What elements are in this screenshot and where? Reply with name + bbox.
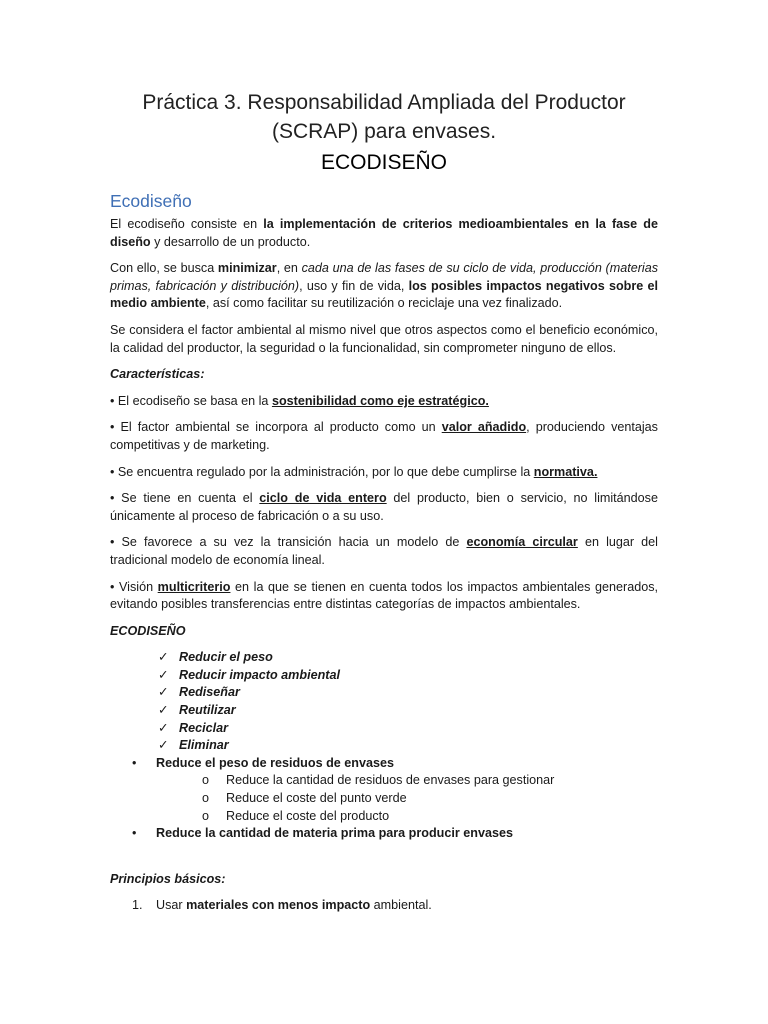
text-run: • Se encuentra regulado por la administración, por lo que debe cumplirse la bbox=[110, 464, 534, 479]
reduce-subitem bbox=[202, 790, 658, 808]
feature-item bbox=[110, 490, 658, 525]
document-body bbox=[110, 190, 658, 915]
checklist-item bbox=[158, 684, 658, 702]
text-run: • El ecodiseño se basa en la bbox=[110, 393, 272, 408]
checklist-item bbox=[158, 737, 658, 755]
principle-item bbox=[132, 897, 658, 915]
title-block bbox=[0, 88, 768, 177]
text-run: ambiental. bbox=[370, 898, 432, 913]
text-run: • Visión bbox=[110, 579, 158, 594]
reduce-subitem bbox=[202, 772, 658, 790]
checkmark-icon: ✓ bbox=[158, 667, 169, 682]
ecodesign-checklist bbox=[110, 649, 658, 755]
feature-item bbox=[110, 393, 658, 411]
reduce-subitem-label: Reduce la cantidad de residuos de envases para gestionar bbox=[226, 773, 555, 788]
bold-text: materiales con menos impacto bbox=[186, 898, 371, 913]
checklist-item bbox=[158, 649, 658, 667]
text-run: , así como facilitar su reutilización o reciclaje una vez finalizado. bbox=[205, 296, 563, 311]
checklist-item bbox=[158, 702, 658, 720]
factor-paragraph: Se considera el factor ambiental al mismo nivel que otros aspectos como el beneficio económico, la calidad del productor, la seguridad o la funcionalidad, sin comprometer ninguno de ellos. bbox=[110, 322, 658, 355]
text-run: , produciendo ventajas competitivas y de marketing. bbox=[110, 420, 658, 452]
feature-item bbox=[110, 579, 658, 614]
principles-list bbox=[110, 897, 658, 915]
reduce-subitem-label: Reduce el coste del punto verde bbox=[226, 791, 407, 806]
checkmark-icon: ✓ bbox=[158, 685, 169, 700]
checkmark-icon: ✓ bbox=[158, 720, 169, 735]
intro-paragraph bbox=[110, 216, 658, 251]
underlined-term: valor añadido bbox=[441, 420, 527, 435]
text-run: , uso y fin de vida, bbox=[299, 278, 409, 293]
page-subtitle: ECODISEÑO bbox=[320, 151, 448, 174]
underlined-term: normativa. bbox=[533, 464, 598, 479]
circle-bullet-icon: o bbox=[202, 773, 210, 788]
checklist-item-label: Reducir impacto ambiental bbox=[179, 667, 340, 682]
feature-item bbox=[110, 464, 658, 482]
ecodesign-label: ECODISEÑO bbox=[110, 623, 186, 638]
checklist-item bbox=[158, 667, 658, 685]
page-title-line-2: (SCRAP) para envases. bbox=[271, 120, 497, 143]
text-run: del producto, bien o servicio, no limitándose únicamente al proceso de fabricación o a su uso. bbox=[110, 491, 658, 523]
text-run: Usar bbox=[156, 898, 187, 913]
text-run: El ecodiseño consiste en bbox=[110, 217, 264, 231]
feature-item bbox=[110, 534, 658, 569]
text-run: , en bbox=[276, 261, 302, 276]
feature-item bbox=[110, 419, 658, 454]
italic-text: cada una de las fases de su ciclo de vida, producción (materias primas, fabricación y distribución) bbox=[110, 261, 658, 293]
text-run: • El factor ambiental se incorpora al producto como un bbox=[110, 420, 442, 435]
checklist-item-label: Reutilizar bbox=[179, 703, 236, 718]
circle-bullet-icon: o bbox=[202, 808, 210, 823]
circle-bullet-icon: o bbox=[202, 791, 210, 806]
checkmark-icon: ✓ bbox=[158, 703, 169, 718]
underlined-term: economía circular bbox=[466, 535, 578, 550]
bold-text: la implementación de criterios medioambientales en la fase de diseño bbox=[110, 217, 658, 249]
checklist-item-label: Reciclar bbox=[179, 720, 229, 735]
underlined-term: sostenibilidad como eje estratégico. bbox=[271, 393, 489, 408]
reduce-item bbox=[132, 755, 658, 825]
goal-paragraph bbox=[110, 260, 658, 313]
text-run: Con ello, se busca bbox=[110, 261, 218, 276]
reduce-item bbox=[132, 825, 658, 843]
bold-text: los posibles impactos negativos sobre el medio ambiente bbox=[110, 278, 658, 311]
checkmark-icon: ✓ bbox=[158, 650, 169, 665]
bold-text: minimizar bbox=[217, 261, 277, 276]
checklist-item bbox=[158, 720, 658, 738]
bullet-icon: • bbox=[132, 826, 137, 841]
reduce-list bbox=[110, 755, 658, 843]
text-run: en lugar del tradicional modelo de economía lineal. bbox=[110, 535, 658, 567]
checkmark-icon: ✓ bbox=[158, 738, 169, 753]
principles-label: Principios básicos: bbox=[110, 871, 226, 886]
bullet-icon: • bbox=[132, 755, 137, 770]
text-run: y desarrollo de un producto. bbox=[150, 234, 311, 249]
text-run: en la que se tienen en cuenta todos los impactos ambientales generados, evitando posibles transferencias entre distintas categorías de impactos ambientales. bbox=[110, 579, 659, 612]
page-title-line-1: Práctica 3. Responsabilidad Ampliada del Productor bbox=[142, 91, 626, 114]
reduce-subitem bbox=[202, 808, 658, 826]
list-number: 1. bbox=[132, 898, 143, 913]
reduce-item-label: Reduce el peso de residuos de envases bbox=[156, 755, 394, 770]
reduce-subitem-label: Reduce el coste del producto bbox=[226, 808, 390, 823]
text-run: • Se favorece a su vez la transición hacia un modelo de bbox=[110, 535, 467, 550]
checklist-item-label: Rediseñar bbox=[179, 685, 240, 700]
reduce-sublist bbox=[156, 772, 658, 825]
section-heading: Ecodiseño bbox=[110, 191, 192, 211]
text-run: • Se tiene en cuenta el bbox=[110, 491, 260, 506]
underlined-term: ciclo de vida entero bbox=[259, 491, 387, 506]
checklist-item-label: Reducir el peso bbox=[179, 650, 273, 665]
underlined-term: multicriterio bbox=[157, 579, 231, 594]
checklist-item-label: Eliminar bbox=[179, 738, 229, 753]
characteristics-label: Características: bbox=[110, 367, 205, 382]
reduce-item-label: Reduce la cantidad de materia prima para producir envases bbox=[156, 826, 513, 841]
